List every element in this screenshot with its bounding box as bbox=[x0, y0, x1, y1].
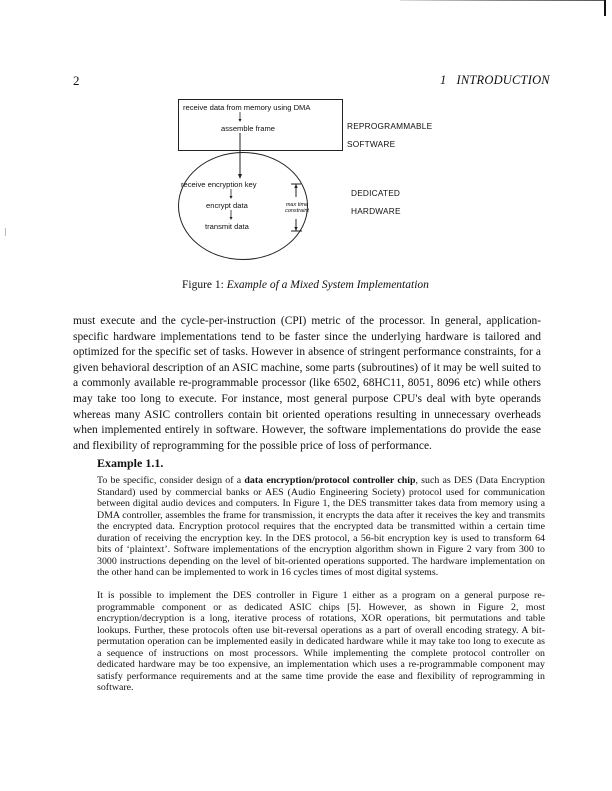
constraint-label-line1: max time bbox=[285, 202, 309, 208]
software-label-line2: SOFTWARE bbox=[347, 139, 396, 149]
example-paragraph-2: It is possible to implement the DES controller in Figure 1 either as a program on a general purpose re-programmable component or as dedicated ASIC chips [5]. However, as shown in Figure 2, most encryption/decryption is a long, iterative process of rotations, XOR operations, bit permutations and table lookups. Further, these protocols often use bit-reversal operations as a part of overall encoding strategy. A bit-permutation operation can be implemented easily in dedicated hardware while it may take too long to execute as a sequence of instructions on most processors. While implementing the complete protocol controller on dedicated hardware may be too expensive, an implementation which uses a re-programmable component may satisfy performance requirements and at the same time provide the ease and flexibility of reprogramming in software. bbox=[97, 590, 545, 693]
step-receive-data: receive data from memory using DMA bbox=[183, 103, 311, 112]
example-title: Example 1.1. bbox=[97, 456, 164, 470]
section-number: 1 bbox=[440, 73, 447, 87]
hardware-label-line1: DEDICATED bbox=[351, 188, 401, 198]
constraint-label-line2: constraint bbox=[285, 208, 309, 214]
page-number: 2 bbox=[73, 73, 80, 88]
constraint-label bbox=[283, 202, 311, 214]
step-receive-key: receive encryption key bbox=[181, 180, 257, 189]
example-p1-text-a: To be specific, consider design of a bbox=[97, 475, 245, 486]
example-paragraph-1 bbox=[97, 475, 545, 579]
hardware-label-line2: HARDWARE bbox=[351, 206, 401, 216]
figure-arrows bbox=[0, 0, 612, 300]
step-encrypt-data: encrypt data bbox=[206, 201, 248, 210]
example-p1-text-b: , such as DES (Data Encryption Standard) used by commercial banks or AES (Audio Engineering Society) protocol used for communication between digital audio devices and computers. In Figure 1, the DES transmitter takes data from memory using a DMA controller, assembles the frame for transmission, it encrypts the data after it receives the key and transmits the encrypted data. Encryption protocol requires that the encrypted data be transmitted within a certain time duration of receiving the encryption key. In the DES protocol, a 56-bit encryption key is used to transform 64 bits of ‘plaintext’. Software implementations of the encryption algorithm shown in Figure 2 vary from 300 to 3000 instructions depending on the level of bit-oriented operations supported. The hardware implementation on the other hand can be implemented to work in 16 cycles times of most digital systems. bbox=[97, 475, 545, 578]
step-transmit-data: transmit data bbox=[205, 222, 249, 231]
caption-prefix: Figure 1: bbox=[182, 279, 224, 291]
software-label-line1: REPROGRAMMABLE bbox=[347, 121, 433, 131]
caption-text: Example of a Mixed System Implementation bbox=[226, 279, 429, 291]
section-title: INTRODUCTION bbox=[456, 73, 550, 87]
step-assemble-frame: assemble frame bbox=[221, 124, 276, 133]
body-paragraph: must execute and the cycle-per-instruction (CPI) metric of the processor. In general, application-specific hardware implementations tend to be faster since the underlying hardware is tailored and optimized for the specific set of tasks. However in absence of stringent performance constraints, for a given behavioral description of an ASIC machine, some parts (subroutines) of it may be well suited to a commonly available re-programmable processor (like 6502, 68HC11, 8051, 8096 etc) while others may take too long to execute. For instance, most general purpose CPU's deal with byte operands whereas many ASIC controllers contain bit oriented operations resulting in unnecessary overheads when implemented entirely in software. However, the software implementations do provide the ease and flexibility of reprogramming for the possible price of loss of performance. bbox=[73, 315, 541, 452]
figure-caption bbox=[182, 279, 429, 291]
example-p1-bold: data encryption/protocol controller chip bbox=[244, 475, 416, 486]
figure-1 bbox=[0, 0, 612, 300]
